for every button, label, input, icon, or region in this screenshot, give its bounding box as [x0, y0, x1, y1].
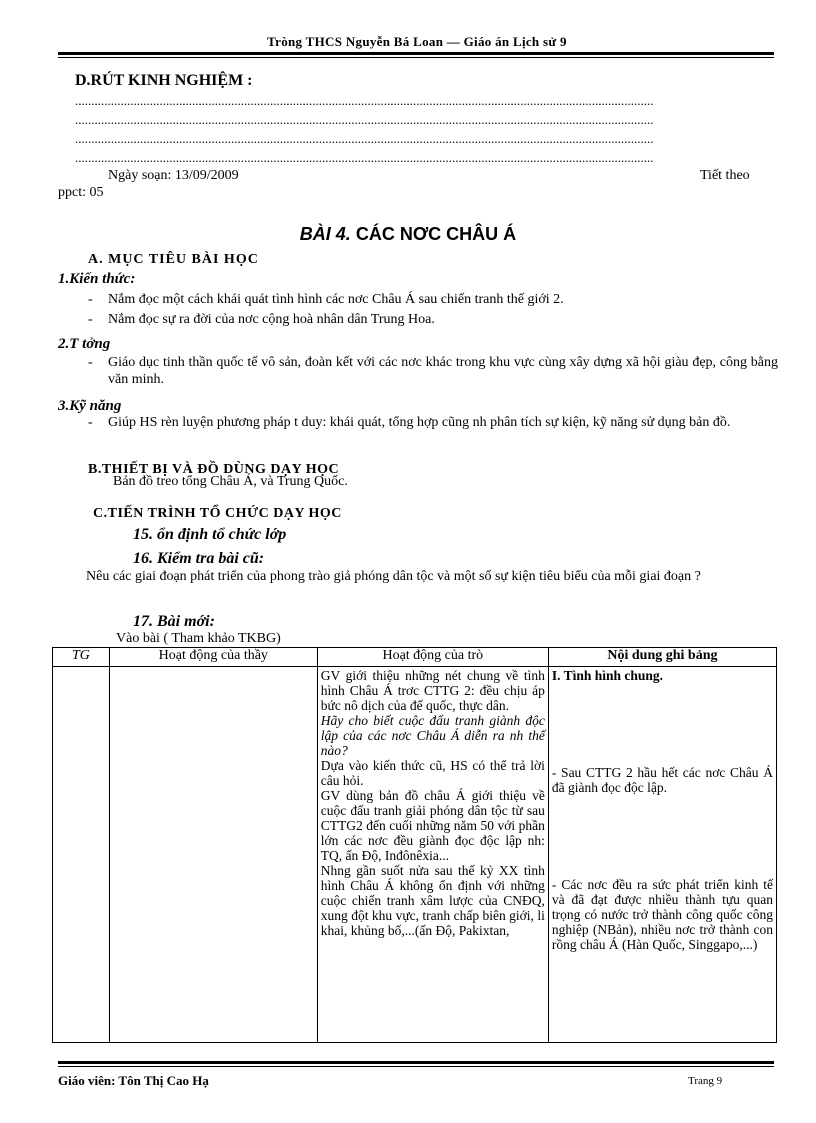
lesson-period: Tiết theo	[700, 168, 750, 183]
cell-tro	[317, 667, 548, 1043]
skills-item: - Giúp HS rèn luyện phương pháp t duy: khái quát, tổng hợp cũng nh phân tích sự kiện, kỹ năng sử dụng bản đồ.	[88, 415, 731, 430]
tro-question: Hãy cho biết cuộc đấu tranh giành độc lập của các nơc Châu Á diễn ra nh thế nào?	[320, 713, 545, 758]
footer-rule-thick	[58, 1061, 774, 1064]
dotted-line: ..................................................................................................................................................................................	[75, 93, 654, 108]
lesson-name: CÁC NƠC CHÂU Á	[355, 224, 517, 244]
table-header-row	[53, 648, 777, 667]
section-a-title: A. MỤC TIÊU BÀI HỌC	[88, 252, 259, 267]
tro-paragraph: GV giới thiệu những nét chung về tình hình Châu Á trơc CTTG 2: đều chịu áp bức nô dịch của đế quốc, thực dân.	[320, 668, 545, 713]
tro-paragraph: Nhng gần suốt nửa sau thế kỷ XX tình hình Châu Á không ổn định với những cuộc chiến tranh xâm lược của CNĐQ, xung đột khu vực, tranh chấp biên giới, li khai, khủng bố,...(ấn Độ, Pakixtan,	[320, 863, 545, 938]
rkn-title: D.RÚT KINH NGHIỆM :	[75, 72, 253, 89]
lesson-number: BÀI 4.	[299, 224, 351, 244]
header-rule-thin	[58, 57, 774, 58]
thought-title: 2.T tởng	[58, 336, 111, 352]
dotted-line: ..................................................................................................................................................................................	[75, 150, 654, 165]
step-17-text: Vào bài ( Tham khảo TKBG)	[116, 631, 281, 646]
section-b-title: B.THIẾT BỊ VÀ ĐỒ DÙNG DẠY HỌC	[88, 462, 340, 477]
page-header: Tròng THCS Nguyễn Bá Loan — Giáo án Lịch sử 9	[267, 34, 567, 49]
step-15: 15. ổn định tổ chức lớp	[133, 526, 287, 543]
step-16: 16. Kiểm tra bài cũ:	[133, 550, 265, 567]
dotted-line: ..................................................................................................................................................................................	[75, 131, 654, 146]
lesson-title	[0, 224, 816, 245]
cell-thay	[109, 667, 317, 1043]
header-rule-thick	[58, 52, 774, 55]
col-header-noidung: Nội dung ghi bảng	[548, 648, 776, 667]
dotted-line: ..................................................................................................................................................................................	[75, 112, 654, 127]
tro-paragraph: Dựa vào kiến thức cũ, HS có thể trả lời câu hỏi.	[320, 758, 545, 788]
noidung-point: - Sau CTTG 2 hầu hết các nơc Châu Á đã giành đọc độc lập.	[551, 765, 773, 795]
section-c-title: C.TIẾN TRÌNH TỔ CHỨC DẠY HỌC	[93, 506, 342, 521]
knowledge-item: - Nắm đọc một cách khái quát tình hình các nơc Châu Á sau chiến tranh thế giới 2.	[88, 292, 564, 307]
step-17: 17. Bài mới:	[133, 613, 215, 630]
page-number: Trang 9	[688, 1075, 723, 1087]
knowledge-item: - Nắm đọc sự ra đời của nơc cộng hoà nhân dân Trung Hoa.	[88, 312, 435, 327]
knowledge-title: 1.Kiến thức:	[58, 271, 136, 287]
table-row	[53, 667, 777, 1043]
col-header-tro: Hoạt động của trò	[317, 648, 548, 667]
cell-tg	[53, 667, 110, 1043]
teacher-name: Giáo viên: Tôn Thị Cao Hạ	[58, 1073, 209, 1088]
col-header-thay: Hoạt động của thầy	[109, 648, 317, 667]
cell-noidung	[548, 667, 776, 1043]
tro-paragraph: GV dùng bản đồ châu Á giới thiệu về cuộc đấu tranh giải phóng dân tộc từ sau CTTG2 đến cuối những năm 50 với phần lớn các nơc đều giành đọc độc lập nh: TQ, ấn Độ, Inđônêxia...	[320, 788, 545, 863]
skills-title: 3.Kỹ năng	[58, 398, 122, 414]
lesson-table	[52, 647, 777, 1043]
section-b-text: Bản đồ treo tổng Châu Á, và Trung Quốc.	[113, 474, 348, 489]
noidung-point: - Các nơc đều ra sức phát triển kinh tế và đã đạt được nhiều thành tựu quan trọng có nước trở thành công quốc công nghiệp (NBản), nhiều nơc trở thành con rồng châu Á (Hàn Quốc, Singgapo,...)	[551, 877, 773, 952]
ppct: ppct: 05	[58, 185, 104, 200]
step-16-question: Nêu các giai đoạn phát triển của phong trào giả phóng dân tộc và một số sự kiện tiêu biểu của mỗi giai đoạn ?	[86, 569, 701, 584]
date-prepared: Ngày soạn: 13/09/2009	[108, 168, 239, 183]
col-header-tg: TG	[53, 648, 110, 667]
noidung-heading: I. Tình hình chung.	[551, 668, 664, 683]
footer-rule-thin	[58, 1066, 774, 1067]
thought-item: - Giáo dục tinh thần quốc tế vô sản, đoàn kết với các nơc khác trong khu vực cùng xây dựng xã hội giàu đẹp, công bằng văn minh.	[88, 355, 778, 387]
